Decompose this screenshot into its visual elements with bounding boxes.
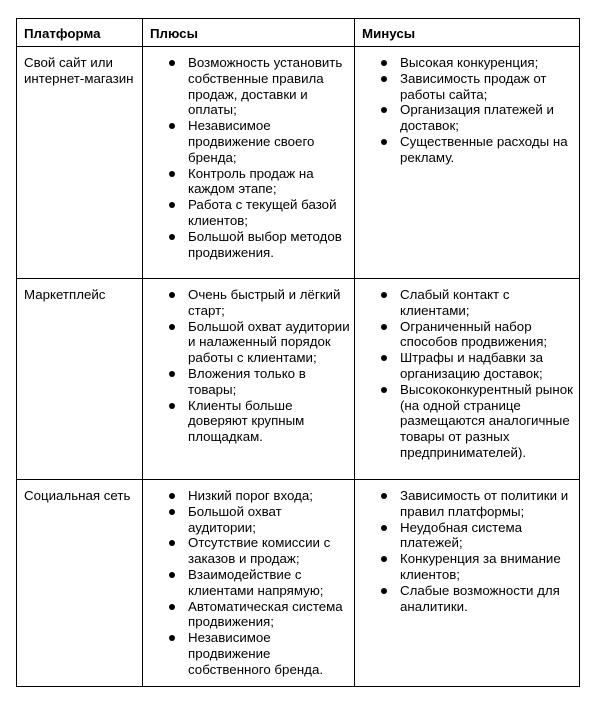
list-item: Клиенты больше доверяют крупным площадкам. <box>143 398 350 445</box>
comparison-table <box>16 18 580 687</box>
cons-cell <box>355 279 580 480</box>
list-item: Вложения только в товары; <box>143 366 350 398</box>
pros-cell <box>143 480 355 687</box>
list-item: Автоматическая система продвижения; <box>143 599 350 631</box>
cons-cell <box>355 480 580 687</box>
list-item: Большой выбор методов продвижения. <box>143 229 350 261</box>
list-item: Отсутствие комиссии с заказов и продаж; <box>143 535 350 567</box>
list-item: Возможность установить собственные правила продаж, доставки и оплаты; <box>143 55 350 118</box>
pros-cell <box>143 47 355 279</box>
list-item: Взаимодействие с клиентами напрямую; <box>143 567 350 599</box>
pros-list <box>143 488 350 678</box>
list-item: Независимое продвижение собственного бренда. <box>143 630 350 677</box>
platform-cell: Маркетплейс <box>17 279 143 480</box>
table-row <box>17 279 580 480</box>
table-row <box>17 47 580 279</box>
cons-list <box>355 488 575 614</box>
cons-list <box>355 287 575 461</box>
table-row <box>17 480 580 687</box>
list-item: Конкуренция за внимание клиентов; <box>355 551 575 583</box>
header-cons: Минусы <box>355 19 580 47</box>
list-item: Независимое продвижение своего бренда; <box>143 118 350 165</box>
list-item: Неудобная система платежей; <box>355 520 575 552</box>
list-item: Штрафы и надбавки за организацию доставок; <box>355 350 575 382</box>
list-item: Существенные расходы на рекламу. <box>355 134 575 166</box>
pros-cell <box>143 279 355 480</box>
platform-cell: Свой сайт или интернет-магазин <box>17 47 143 279</box>
header-pros: Плюсы <box>143 19 355 47</box>
list-item: Работа с текущей базой клиентов; <box>143 197 350 229</box>
cons-cell <box>355 47 580 279</box>
list-item: Зависимость продаж от работы сайта; <box>355 71 575 103</box>
list-item: Большой охват аудитории; <box>143 504 350 536</box>
list-item: Низкий порог входа; <box>143 488 350 504</box>
list-item: Высокая конкуренция; <box>355 55 575 71</box>
header-platform: Платформа <box>17 19 143 47</box>
cons-list <box>355 55 575 166</box>
list-item: Организация платежей и доставок; <box>355 102 575 134</box>
list-item: Слабый контакт с клиентами; <box>355 287 575 319</box>
list-item: Ограниченный набор способов продвижения; <box>355 319 575 351</box>
list-item: Зависимость от политики и правил платформы; <box>355 488 575 520</box>
list-item: Большой охват аудитории и налаженный порядок работы с клиентами; <box>143 319 350 366</box>
list-item: Высококонкурентный рынок (на одной странице размещаются аналогичные товары от разных предпринимателей). <box>355 382 575 461</box>
pros-list <box>143 55 350 260</box>
list-item: Слабые возможности для аналитики. <box>355 583 575 615</box>
pros-list <box>143 287 350 445</box>
header-row <box>17 19 580 47</box>
platform-cell: Социальная сеть <box>17 480 143 687</box>
list-item: Очень быстрый и лёгкий старт; <box>143 287 350 319</box>
list-item: Контроль продаж на каждом этапе; <box>143 166 350 198</box>
